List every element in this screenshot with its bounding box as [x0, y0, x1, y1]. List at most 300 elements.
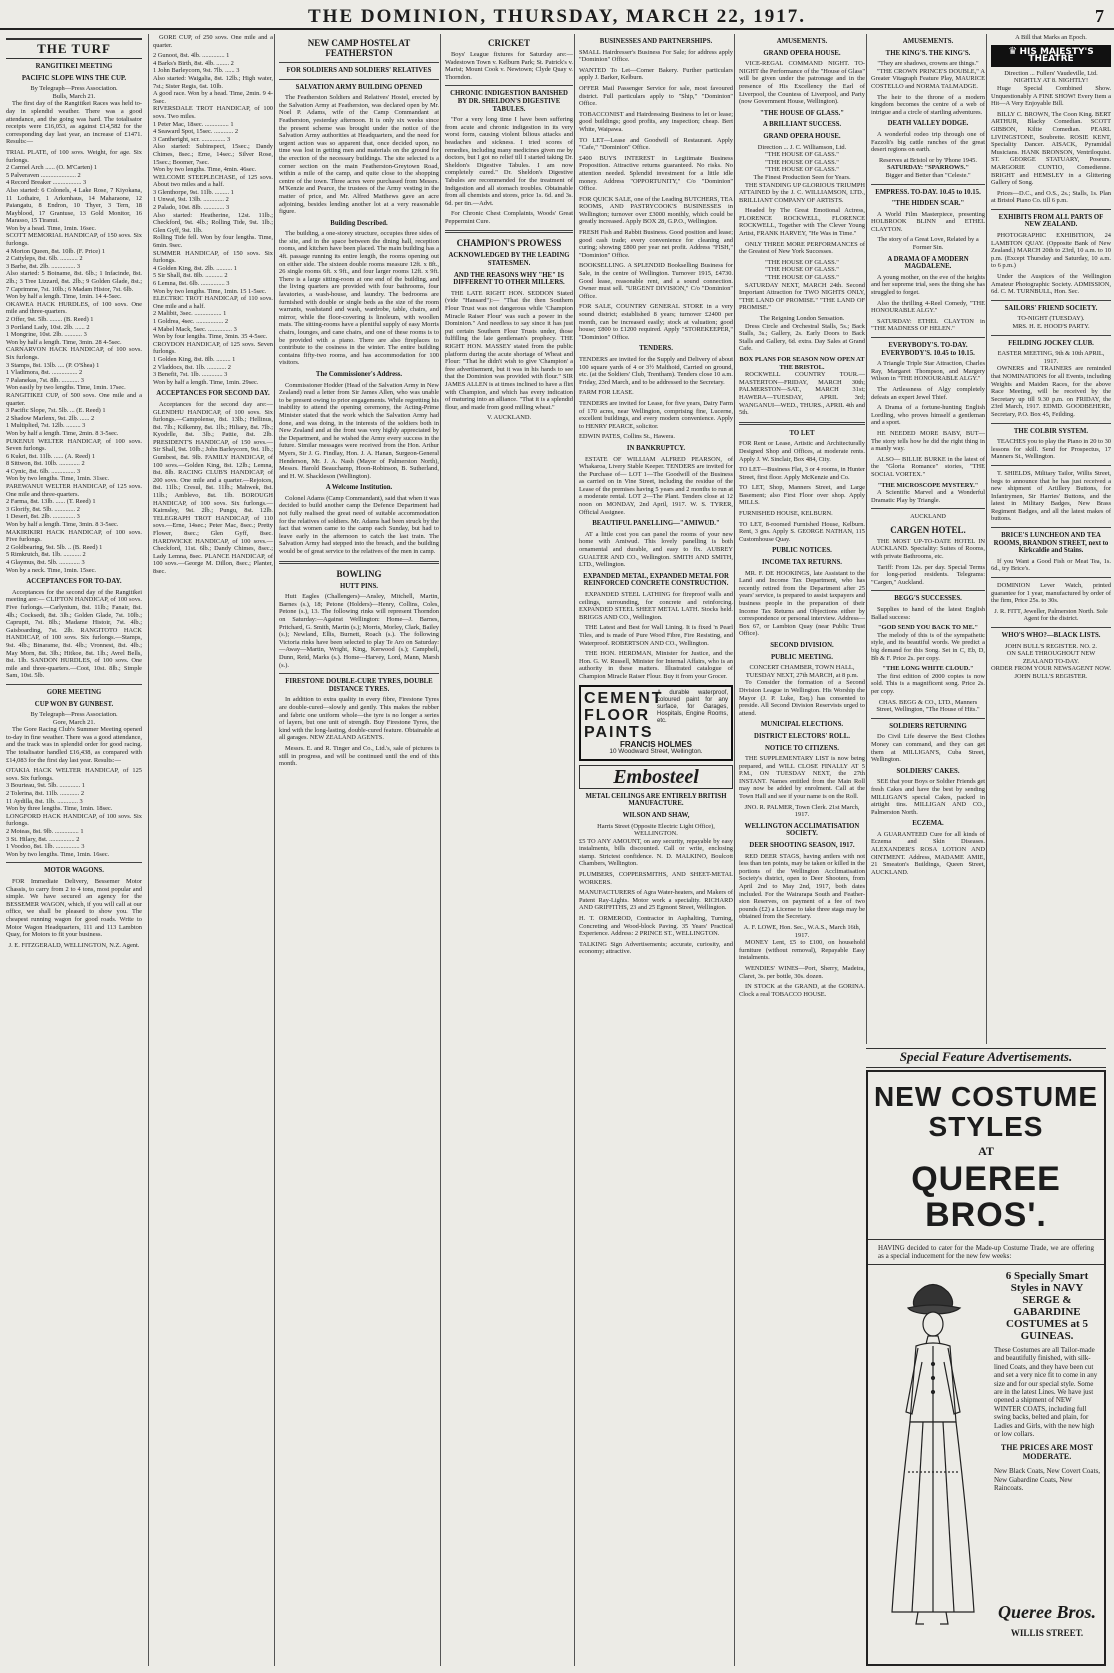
palmer-signature: JNO. R. PALMER, Town Clerk. 21st March, 1917.: [744, 803, 860, 819]
race-result-line: OTAKIA HACK WELTER HANDICAP, of 125 sovs. Six furlongs.: [6, 767, 142, 782]
divider: [871, 508, 985, 509]
race-result-line: 3 Stamps, 8st. 13lb. .... (P. O'Shea) 1: [6, 361, 100, 369]
shields-text: T. SHIELDS, Military Tailor, Willis Street, begs to announce that he has just received a new shipment of Artillery Buttons, for Infantrymen, Sir Harries' Buttons, and the latest in Military Badges, New Brass Regiment Badges, and all the latest makes of buttons.: [991, 469, 1111, 523]
race-result-line: SCOTT MEMORIAL HANDICAP, of 150 sovs. Six furlongs.: [6, 232, 142, 248]
classified-ad: £5 TO ANY AMOUNT, on any security, repayable by easy instalments, bills discounted. Call or write, enclosing stamp. Strictest confidence. N. D. MALKINO, Boulcott Chambers, Wellington.: [579, 837, 733, 868]
queree-prices: THE PRICES ARE MOST MODERATE.: [1000, 1443, 1094, 1461]
tonight-line: TO-NIGHT (TUESDAY).: [1017, 315, 1085, 323]
deer-season-title: DEER SHOOTING SEASON, 1917.: [749, 842, 855, 850]
race-result-line: 5 Rimkrutch, 8st. 1lb. ........... 2: [6, 551, 86, 559]
race-result-line: Won by three lengths. Time, 1min. 18sec.: [6, 805, 113, 813]
majesty-prices: Prices—D.C., and O.S., 2s.; Stalls, 1s. Plan at Bristol Piano Co. till 6 p.m.: [991, 189, 1111, 205]
race-result-line: 4 Barks's Birth, 8st. 4lb. ........ 2: [153, 59, 234, 67]
classified-ad: £400 BUYS INTEREST in Legitimate Business Proposition. Attractive returns guaranteed. No risks. No attention needed. Splendid investment for a little idle money. Address "OPPORTUNITY," C/o "Dominion" Office.: [579, 154, 733, 193]
race-result-line: RIVERSDALE TROT HANDICAP, of 100 sovs. Two miles.: [153, 105, 273, 120]
race-result-line: 2 Farma, 8st. 13lb. ...... (T. Reed) 1: [6, 498, 96, 506]
hostel-body-4: Colonel Adams (Camp Commandant), said that when it was decided to build another camp the Defence Department had not fully realised the great need of suitable accommodation for the relatives of soldiers. Mr. Adams had been struck by the fact that women came to the camp each Sunday, but had to leave early in the afternoon to catch the last train. The Salvation Army had stepped into the breach, and the building would be of great service to the relatives of the men in camp.: [279, 494, 439, 556]
divider: [279, 561, 439, 564]
begg-firm: CHAS. BEGG & CO., LTD., Manners Street, Wellington, "The House of Hits.": [876, 698, 980, 714]
income-tax-text: MR. F. DE HOOKINGS, late Assistant to the Land and Income Tax Department, who has recently retired from the Department after 25 years' service, is prepared to assist taxpayers and business people in the preparation of their Income Tax Returns and Objections either by correspondence or personal interview. Address—Box 67, or Lambton Quay (near Public Trust Office).: [739, 569, 865, 638]
race-result-line: 2 Moteas, 8st. 9lb. ............... 1: [6, 828, 84, 835]
race-result-line: Won by half a length. Time, 1min. 29sec.: [153, 378, 259, 386]
bankruptcy-title: IN BANKRUPTCY.: [626, 444, 686, 452]
hidden-scar-text: A World Film Masterpiece, presenting HOLBROOK BLINN and ETHEL CLAYTON.: [871, 210, 985, 233]
race-result-line: 3 Cantheright, scr. ............... 3: [153, 135, 231, 143]
brices-title: BRICE'S LUNCHEON AND TEA ROOMS, BRANDON STREET, next to Kirkcaldie and Stains.: [993, 532, 1109, 555]
column-businesses: [574, 34, 737, 1666]
divider: [991, 465, 1111, 466]
race-result-line: 3 Benefit, 7st. 1lb. ............. 3: [153, 371, 228, 379]
on-sale-line: ON SALE THROUGHOUT NEW ZEALAND TO-DAY.: [1006, 650, 1096, 665]
cricket-intro: Boys' League fixtures for Saturday are:—Wadestown Town v. Kelburn Park; St. Patrick's v. Marist; Mount Cook v. Newtown; Clyde Quay v. Thorndon.: [445, 51, 573, 81]
colbir-title: THE COLBIR SYSTEM.: [1013, 427, 1089, 435]
fortune-hunting: A Drama of a fortune-hunting English Lordling, who proves himself a gentleman and a sport.: [871, 404, 985, 427]
bowling-title: BOWLING: [336, 568, 382, 579]
race-result-line: 2 Vladdocs, 8st. 1lb. ............ 2: [153, 363, 231, 371]
race-result-line: 2 Palado, 10st. 8lb. ............. 3: [153, 204, 230, 212]
champion-body: THE LATE RIGHT HON. SEDDON Stated (vide "Hansard"):— "That the then Southern Flour Trust was not dangerous while 'Champion Miracle Raiser Flour' was such a power in the Dominion." And needless to say since it has just put certain Southern Flour Trusts under, those fulfilling the late gentleman's prophecy. THE RIGHT HON. MASSEY stated from the public platform during the acute shortage of Wheat and Flour: "That he didn't wish to give 'Champion' a free advertisement, but it was in his hands to see that the Dominion was provided with flour." SIR JAMES ALLEN is at times inclined to have a flirt with Champion, and which has every indication of maturing into an alliance. "That it is a splendid flour, and made from good milling wheat.": [445, 289, 573, 411]
col7-amusements-title: AMUSEMENTS.: [902, 38, 954, 45]
masthead-title: THE DOMINION, THURSDAY, MARCH 22, 1917.: [308, 6, 806, 27]
race-result-line: OKAWEA HACK HURDLES, of 100 sovs. One mile and three-quarters.: [6, 300, 142, 316]
race-result-line: MAKIRIKIRI HACK HANDICAP, of 100 sovs. Five furlongs.: [6, 528, 142, 544]
colbir-text: TEACHES you to play the Piano in 20 to 30 lessons for skill. Send for Prospectus, 17 Manners St., Wellington.: [991, 438, 1111, 461]
turf-acceptances-text: Acceptances for the second day of the Rangitikei meeting are:— CLIFTON HANDICAP, of 100 sovs. Five furlongs.—Carlynium, 8st. 11lb.; Fanair, 8st. 4lb.; Cocksedi, 8st. 3lb.; Golden Glade, 7st. 10lb.; Capruptt, 7st. 8lb.; Madame Histoir, 7st. 4lb.; Gaisboarding, 7st. 2lb. RANGITOTO HACK HANDICAP, of 100 sovs. Six furlongs.—Stamps, 9st. 4lb.; Binarame, 8st. 4lb.; Vronnest, 8st. 4lb.; May Morn, 8st. 3lb.; Hitkoe, 8st. 1lb.; Avrel Bells, 8st. 1lb. SANDON HURDLES, of 100 sovs. One mile and three-quarters.—Coot, 10st. 8lb.; Simple Sam, 10st. 5lb.: [6, 588, 142, 680]
cement-side-text: A durable waterproof, coloured paint for any surface, for Garages, Hospitals, Engine Rooms, etc.: [657, 689, 728, 724]
queree-styles: 6 Specially Smart Styles in NAVY SERGE & GABARDINE COSTUMES at 5 GUINEAS.: [1005, 1270, 1089, 1342]
race-result-line: Won by half a length. Time, 1min. 14 4-5sec.: [6, 293, 122, 301]
champion-signature: V. AUCKLAND.: [486, 414, 532, 422]
box-plans: BOX PLANS FOR SEASON NOW OPEN AT THE BRISTOL.: [739, 355, 865, 371]
beggs-title: BEGG'S SUCCESSES.: [894, 595, 962, 603]
scientific-marvel: A Scientific Marvel and a Wonderful Dramatic Play by Triangle.: [871, 489, 985, 504]
race-result-line: 2 Cattyleps, 8st. 6lb. ........... 2: [6, 255, 83, 263]
race-result-line: 4 Glaymus, 8st. 5lb. ............. 3: [6, 559, 85, 566]
tender-notice: FARM FOR LEASE.: [579, 389, 634, 397]
classified-ad: TOBACCONIST and Hairdressing Business to let or lease; good buildings; good profits, any inspection; cheap. Bert White, Waipawa.: [579, 110, 733, 133]
race-result-line: 1 John Barleycorn, 9st. 7lb. ...... 3: [153, 67, 240, 75]
to-let-ad: FOR Rent or Lease, Artistic and Architecturally Designed Shop and Offices, at moderate rents. Apply J. W. Sinclair, Box 484, City.: [739, 440, 865, 463]
acclimatisation-signature: A. F. LOWE, Hon. Sec., W.A.S., March 16th, 1917.: [743, 923, 861, 939]
to-let-ad: FURNISHED HOUSE, KELBURN.: [739, 510, 833, 518]
queree-brand: QUEREE BROS'.: [911, 1160, 1061, 1234]
to-let-title: TO LET: [789, 429, 815, 437]
race-result-line: 5 Sir Shall, 8st. 8lb. ........... 2: [153, 272, 228, 280]
queree-intro: HAVING decided to cater for the Made-up Costume Trade, we are offering as a special inducement for the new few weeks:: [868, 1239, 1104, 1265]
classified-ad: WANTED To Let—Corner Bakery. Further particulars apply J. Barker, Kelburn.: [579, 66, 733, 82]
death-valley: DEATH VALLEY DODGE.: [887, 120, 969, 128]
race-result-line: TRIAL PLATE, of 100 sovs. Weight, for age. Six furlongs.: [6, 148, 142, 164]
race-result-line: Won by two lengths. Time, 1min. 31sec.: [6, 475, 110, 483]
hidden-scar-title: "THE HIDDEN SCAR.": [891, 200, 965, 208]
embosteel-firm: WILSON AND SHAW,: [622, 811, 690, 819]
race-result-line: 3 Portland Lady, 10st. 2lb. ...... 2: [6, 323, 90, 331]
algy-text: The Artlessness of Algy completely defeats an expert Jewel Thief.: [871, 385, 985, 401]
hostel-body-2: The building, a one-storey structure, occupies three sides of the site, and in the space between the dining hall, reception rooms, and kitchen have been placed. The main building has a 4ft. passage running its entire length, the rooms opening out on either side. The sixteen double rooms measure 12ft. x 8ft., 26 single rooms 6ft. x 9ft., and four larger rooms 12ft. x 9ft. There is a large sitting-room at one end of the building, and the living quarters are provided with four bathrooms, four lavatories, a wash-house, and laundry. The bedrooms are furnished with double or single beds as the size of the room warrants, washstand and wash, wardrobe, table, chairs, and mirror, while the floor-covering is linoleum, with woollen mats. The sitting-rooms have a plentiful supply of easy Morris chairs, lounges, and cane chairs, and one of these rooms is to be provided with a piano. There are also fireplaces to contribute to the cosiness in the winter. The entire building contains fifty-two rooms, and has accommodation for 100 visitors.: [279, 230, 439, 367]
race-result-line: 5 Palveraven ...................... 2: [6, 171, 81, 179]
amusements-title: AMUSEMENTS.: [776, 38, 828, 45]
race-result-line: 4 Record Breaker .................. 3: [6, 179, 87, 187]
gore-byline: By Telegraph—Press Association.: [30, 711, 118, 719]
embosteel-address: Harris Street (Opposite Electric Light Office), WELLINGTON.: [597, 822, 715, 838]
woman-costume-illustration: [878, 1272, 988, 1632]
gore-intro: The Gore Racing Club's Summer Meeting opened to-day in fine weather. There was a good attendance, and the track was in splendid order for good racing. The totalisator handled £16,438, as compared with £14,083 for the first day last year. Results:—: [6, 726, 142, 764]
cement-company: FRANCIS HOLMES: [620, 739, 692, 749]
col2-acceptances-text: Acceptances for the second day are:— GLENDHU HANDICAP, of 100 sovs. Six furlongs.—Campolense, 8st. 13lb.; Hellinus, 8st. 7lb.; Kilkenny, 8st. 1lb.; Hiliary, 8st. 7lb.; Kyodrlle, 8st. 3lb.; Pattie, 8st. 2lb. PRESIDENT'S HANDICAP, of 150 sovs.—Sir Shall, 9st. 10lb.; John Barleycorn, 9st. 1lb.; Gumbest, 8st. 9lb. FAMILY HANDICAP, of 100 sovs.—Golden King, 8st. 12lb.; Lemna, 8st. 8lb. RACING CLUB'S HANDICAP, of 200 sovs. One mile and a quarter.—Rejoices, 8st. 11lb.; Cresul, 8st. 11lb.; Mahwek, 8st. 11lb.; Amblevo, 8st. 1lb. BOROUGH HANDICAP, of 100 sovs. Six furlongs.—Kairnsley, 9st. 2lb.; Pungu, 8st. 12lb. TELEGRAPH TROT HANDICAP, of 110 sovs.—Erne, 14sec.; Peter Mac, 8sec.; Pretty Flower, 8sec.; Glen Gyff, 8sec. HARDWICKE HANDICAP, of 100 sovs.—Checkford, 11st. 6lb.; Dandy Chimes, 8sec.; Lady Lemna, 8sec. PLANCE HANDICAP, of 100 sovs.—George M. Dillon, 8sec.; Planter, 8sec.: [153, 400, 273, 575]
divider: [739, 422, 865, 425]
race-result-line: RANGITIKEI CUP, of 500 sovs. One mile and a quarter.: [6, 391, 142, 407]
race-result-line: Rolling Tide fell. Won by four lengths. Time, 6min. 9sec.: [153, 234, 273, 250]
death-valley-text: A wonderful rodeo trip through one of Fazzoli's big cattle ranches of the great desert regions on earth.: [871, 130, 985, 154]
gore-cup-title: GORE CUP, of 250 sovs. One mile and a quarter.: [153, 34, 273, 49]
classified-ad: OFFER Mail Passenger Service for sale, most favoured district. Full particulars apply to "Ship," "Dominion" Office.: [579, 84, 733, 108]
huge-show: Huge Special Combined Show. Unquestionably A FINE SHOW! Every Item a Hit—A Very Enjoyable Bill.: [991, 84, 1111, 108]
col2-results-list: [153, 52, 273, 386]
tender-notice: TENDERS are invited for Lease, for five years, Dairy Farm of 170 acres, near Wellington, comprising fine, Lucerne, excellent buildings, and every modern convenience. Apply to HENRY PEARCE, solicitor.: [579, 399, 733, 430]
empress-title: EMPRESS. TO-DAY. 10.45 to 10.15.: [875, 188, 981, 196]
public-notices-title: PUBLIC NOTICES.: [772, 547, 832, 555]
house-of-glass-line: "THE HOUSE OF GLASS.": [765, 274, 839, 282]
photographic-text: PHOTOGRAPHIC EXHIBITION, 24 LAMBTON QUAY. (Opposite Bank of New Zealand.) MARCH 20th to 23rd, 10 a.m. to 10 p.m. (Except Thursday and Saturday, 10 a.m. to 6 p.m.): [991, 232, 1111, 270]
headed-by: Headed by The Great Emotional Actress, FLORENCE ROCKWELL, FLORENCE ROCKWELL, Together with The Clever Young Artist, FRANK HARVEY, "He Was in Time.": [739, 207, 865, 238]
gore-results-list: [6, 767, 142, 858]
whos-who-title: WHO'S WHO?—BLACK LISTS.: [1001, 632, 1101, 639]
race-result-line: 3 Glenthorpe, 9st. 11lb. ......... 1: [153, 188, 234, 196]
long-white-cloud: "THE LONG WHITE CLOUD.": [882, 665, 974, 673]
money-lent: MONEY Lent, £5 to £100, on household furniture (without removal), Repayable Easy instalments.: [739, 939, 865, 962]
race-result-line: 3 Pacific Slope, 7st. 5lb. ... (E. Reed) 1: [6, 407, 106, 415]
saturday-sparrows: SATURDAY: "SPARROWS.": [886, 164, 970, 172]
divider: [6, 862, 142, 863]
hostel-subtitle-2: SALVATION ARMY BUILDING OPENED: [295, 83, 423, 91]
race-result-line: 2 Shadow Marlenx, 9st. 2lb. ...... 2: [6, 414, 95, 422]
gore-subhead: CUP WON BY GUNBEST.: [34, 700, 114, 708]
queree-bros-advertisement: [866, 1070, 1106, 1666]
kings-text-2: The heir to the throne of a modern kingdom becomes the centre of a web of intrigue and a circle of startling adventures.: [871, 93, 985, 116]
race-result-line: 2 Carmel Arch ...... (O. M'Carten) 1: [6, 164, 98, 172]
hostel-subtitle: FOR SOLDIERS AND SOLDIERS' RELATIVES: [286, 67, 432, 74]
divider: [871, 718, 985, 719]
race-result-line: SUMMER HANDICAP, of 150 sovs. Six furlongs.: [153, 249, 273, 265]
concert-text: To Consider the formation of a Second Division League in Wellington. His Worship the Mayor (J. P. Luke, Esq.) has consented to preside. All Second Division Reservists urged to attend.: [739, 679, 865, 717]
tender-notice: EDWIN PATES, Collins St., Hawera.: [579, 433, 675, 441]
stomach-note: For Chronic Chest Complaints, Woods' Great Peppermint Cure.: [445, 210, 573, 225]
race-result-line: Won by half a length. Time, 3min. 28 4-5sec.: [6, 338, 122, 346]
motor-wagons-title: MOTOR WAGONS.: [44, 867, 104, 875]
amiwud-text: AT a little cost you can panel the rooms of your new home with Amiwud. This lovely panelling is both ornamental and durable, and easy to fix. AUBREY GUALTER AND CO., Wellington. SMITH AND SMITH, LTD., Wellington.: [579, 530, 733, 569]
turf-acceptances-title: ACCEPTANCES FOR TO-DAY.: [26, 578, 122, 586]
firestone-title: FIRESTONE DOUBLE-CURE TYRES, DOUBLE DISTANCE TYRES.: [285, 678, 433, 693]
race-result-line: 1 Vladimora, 8st. ................ 2: [6, 369, 83, 377]
race-result-line: Won easily by two lengths. Time, 1min. 17sec.: [6, 384, 126, 392]
divider: [871, 590, 985, 591]
race-result-line: 3 St. Hilary, 8st. ................ 2: [6, 835, 80, 843]
column-amusements-2: [866, 34, 989, 1044]
special-feature-banner: Special Feature Advertisements.: [866, 1048, 1106, 1068]
finest-production: The Finest Production Seen for Years.: [753, 173, 851, 181]
public-meeting-title: PUBLIC MEETING.: [771, 653, 833, 661]
column-hostel: [274, 34, 443, 1666]
motor-wagons-signature: J. E. FITZGERALD, WELLINGTON, N.Z. Agent.: [8, 941, 140, 949]
firestone-footer: Messrs. E. and R. Tinger and Co., Ltd.'s, sale of pictures is still in progress, and will be continued until the end of this month.: [279, 744, 439, 768]
billie-burke: ALSO— BILLIE BURKE in the latest of the "Gloria Romance" stories, "THE SOCIAL VORTEX.": [871, 455, 985, 478]
income-tax-title: INCOME TAX RETURNS.: [762, 559, 842, 567]
firestone-text: In addition to extra quality in every fibre, Firestone Tyres are double-cured—slowly and gently. This makes the rubber and fabric one uniform whole—the tyre is no longer a series of layers, but one unit of strength. Buy Firestone Tyres, the kind with the long-lasting, double-cured feature. Obtainable at all garages. NEW ZEALAND AGENTS.: [279, 696, 439, 742]
divider: [445, 230, 573, 233]
race-result-line: A good race. Won by a head. Time, 2min. 9 4-5sec.: [153, 90, 273, 105]
race-result-line: Also started: Subinspect, 15sec.; Dandy Chimes, 8sec.; Erne, 14sec.; Silver Rose, 15sec.; Boomer, 7sec.: [153, 143, 273, 166]
masthead: [0, 0, 1114, 30]
paints-word: PAINTS: [584, 723, 654, 741]
exhibits-title: EXHIBITS FROM ALL PARTS OF NEW ZEALAND.: [998, 213, 1104, 229]
second-division-title: SECOND DIVISION.: [770, 641, 834, 649]
saturday-next: SATURDAY NEXT, MARCH 24th. Second Important Attraction for TWO NIGHTS ONLY, "THE LAND OF PROMISE." "THE LAND OF PROMISE.": [739, 281, 865, 312]
hostel-welcome-head: A Welcome Institution.: [325, 484, 393, 492]
soldiers-text: Do Civil Life deserve the Best Clothes Money can command, and they can get them at MILLIGAN'S, Cuba Street, Wellington.: [871, 733, 985, 764]
column-cricket: [440, 34, 577, 1666]
his-majestys-title: HIS MAJESTY'S THEATRE: [1019, 46, 1094, 65]
house-of-glass-repeat: [739, 259, 865, 282]
divider: [991, 627, 1111, 628]
hostel-commissioner-head: The Commissioner's Address.: [315, 370, 403, 378]
grand-opera-text: VICE-REGAL COMMAND NIGHT. TO-NIGHT the Performance of the "House of Glass" will be given under the patronage and in the presence of His Excellency the Earl of Liverpool, the Countess of Liverpool, and Party (now Government House, Wellington).: [739, 60, 865, 106]
to-let-ad: TO LET, 8-roomed Furnished House, Kelburn. Rent, 3 gns. Apply S. GEORGE NATHAN, 115 Customhouse Quay.: [739, 520, 865, 543]
majesty-direction: Direction ... Fullers' Vaudeville, Ltd. NIGHTLY AT 8. NIGHTLY!: [1004, 69, 1098, 85]
race-result-line: 1 Voodoo, 8st. 1lb. ............... 3: [6, 843, 85, 851]
to-let-list: [739, 440, 865, 543]
divider: [445, 85, 573, 86]
race-result-line: 1 Desert, 8st. 2lb. .............. 3: [6, 513, 80, 521]
glorious-triumph: THE STANDING UP GLORIOUS TRIUMPH ATTAINED by the J. C. WILLIAMSON, LTD., BRILLIANT COMPANY OF ARTISTS.: [739, 181, 865, 204]
divider: [279, 673, 439, 674]
race-result-line: 6 Kukri, 8st. 11lb. ...... (A. Reed) 1: [6, 452, 96, 460]
divider: [991, 335, 1111, 336]
queree-street: WILLIS STREET.: [1010, 1628, 1084, 1638]
his-majestys-logo: [991, 45, 1111, 67]
race-result-line: 7 Palanekas, 7st. 8lb. ........... 3: [6, 376, 84, 384]
cement-floor-paints-ad: [579, 685, 733, 761]
acts-list: BILLY C. BROWN, The Coon King. BERT ARTHUR, Blacky Comedian. SCOTT GIBBON, Kiltie Comedian. PEARL LIVINGSTONE, Soubrette. ROSIE KENT, Speciality Dancer. AISACK, Pyramidal Musicians. HANK BRONSON, Ventriloquist. ST. GEORGE STATUARY, Poseurs. MARGORIE CUNTIO, Comedienne. BRIGHT and HEMSLEY in a Glittering Gallery of Song.: [991, 110, 1111, 187]
kings-title: THE KING'S. THE KING'S.: [885, 49, 971, 57]
deer-text: RED DEER STAGS, having antlers with not less than ten points, may be taken or killed in the portions of the Wellington Acclimatisation Society's district, open to Deer Shooters, from April 2nd to May 2nd, 1917, both dates included. For the Wairarapa South and Feather-ston Reserves, on payment of a fee of two pounds (£2) a License to take three stags may be obtained from the Secretary.: [739, 852, 865, 921]
bankruptcy-text: ESTATE OF WILLIAM ALFRED PEARSON, of Whakaroa, Livery Stable Keeper. TENDERS are invited for the Purchase of— LOT 1—The Goodwill of the Business as carried on in Vine Street, including the residue of the Lease of the premises having 5 years and 2 months to run at a moderate rental. LOT 2—The Plant. Tenders close at 12 noon on MONDAY, 2nd April, 1917. W. S. TYRER, Official Assignee.: [579, 455, 733, 516]
race-result-line: Won by two lengths. Time, 4min. 46sec.: [153, 166, 257, 174]
gore-dateline: Gore, March 21.: [52, 718, 96, 726]
grand-opera-title: GRAND OPERA HOUSE.: [763, 49, 841, 57]
race-result-line: Won by four lengths. Time, 3min. 35 4-5sec.: [153, 333, 268, 341]
race-result-line: 1 Goldrea, 4sec. ................. 2: [153, 317, 229, 325]
race-result-line: 2 Malibit, 3sec. ................. 1: [153, 310, 227, 318]
house-of-glass-list: [739, 151, 865, 174]
classified-ad: H. T. ORMEROD, Contractor in Asphalting, Turning, Concreting and Wood-block Paving. 35 Years' Practical Experience. Address: 2 PRINCE ST., WELLINGTON.: [579, 915, 733, 938]
expanded-metal-title: EXPANDED METAL, EXPANDED METAL FOR REINFORCED CONCRETE CONSTRUCTION.: [583, 572, 729, 588]
mrs-hood-party: MRS. H. E. HOOD'S PARTY.: [1012, 323, 1090, 330]
queree-logo: Queree Bros.: [998, 1602, 1096, 1622]
triangle-text: A Triangle Triple Star Attraction, Charles Ray, Margaret Thompson, and Margery Wilson in "THE HONOURABLE ALGY.": [871, 360, 985, 383]
race-result-line: Won by two lengths. Time, 1min. 15 1-5sec.: [153, 287, 267, 295]
house-of-glass-line: "THE HOUSE OF GLASS.": [765, 151, 839, 159]
cricket-title: CRICKET: [487, 38, 530, 48]
race-result-line: 3 Glorify, 8st. 5lb. ............. 2: [6, 505, 80, 513]
crown-prince: "THE CROWN PRINCE'S DOUBLE," A Greater Vitagraph Feature Play, MAURICE COSTELLO and NORMA TALMADGE.: [871, 67, 985, 90]
race-result-line: 11 Aydilla, 8st. 1lb. ............. 3: [6, 797, 83, 805]
divider: [871, 184, 985, 185]
bowling-subhead: HUTT PINS.: [339, 582, 379, 590]
house-of-glass-line: "THE HOUSE OF GLASS.": [765, 166, 839, 174]
classified-ad: MANUFACTURERS of Agra Water-heaters, and Makers of Patent Ray-Lights. Motor work a speciality. RICHARD AND GRIFFITHS, 23 and 25 Egmont Street, Wellington.: [579, 889, 733, 912]
race-result-line: 4 Golden King, 8st. 2lb. .......... 1: [153, 264, 237, 272]
race-result-line: Won by a head. Time, 1min. 16sec.: [6, 224, 97, 232]
race-result-line: Won by half a length. Time, 3min. 8 3-5sec.: [6, 521, 119, 529]
hostel-building-head: Building Described.: [330, 219, 388, 227]
race-result-line: 2 Gunoot, 8st. 4lb. .............. 1: [153, 52, 230, 60]
magdalene-text: A young mother, on the eve of the heights and her supreme trial, sees the thing she has struggled to forget.: [871, 273, 985, 297]
song-title: "GOD SEND YOU BACK TO ME.": [877, 624, 978, 632]
divider: [991, 300, 1111, 301]
queree-headline: NEW COSTUME STYLES: [873, 1081, 1099, 1142]
hostel-body-3: Commissioner Hodder (Head of the Salvation Army in New Zealand) read a letter from Sir James Allen, who was unable to be present owing to prior engagements. While regretting his inability to attend the opening ceremony, the Acting-Prime Minister stated that the work which the Salvation Army had done, and was doing, in the interests of the soldiers both in New Zealand and at the front was very highly appreciated by the Department, and he wished the Army every success in the future. Similar messages were received from the Hon. Arthur Myers, Sir J. G. Findlay, Hon. J. A. Hanan, Surgeon-General Henderson, Mr. J. A. Nash (Mayor of Palmerston North), Messrs. Harold Beauchamp, Hoon-Robinson, B. Sutherland, and H. W. Shackleson (Wellington).: [279, 381, 439, 480]
classified-ad: TO LET—Lease and Goodwill of Restaurant. Apply "Cafe," "Dominion" Office.: [579, 136, 733, 152]
long-white-text: The first edition of 2000 copies is now sold. This is a magnificent song. Price 2s. per copy.: [871, 672, 985, 695]
house-of-glass-title: "THE HOUSE OF GLASS.": [760, 109, 844, 117]
herdman-text: THE HON. HERDMAN, Minister for Justice, and the Hon. G. W. Russell, Minister for Internal Affairs, who is an authority in these matters. Illustrated catalogue of Champion Miracle Raiser Flour. Buy it from your Grocer.: [579, 650, 733, 680]
race-result-line: 2 Offer, 9st. 5lb. ........ (B. Reed) 1: [6, 316, 94, 323]
wall-lining-text: THE Latest and Best for Wall Lining. It is fixed 'n Pearl Tiles, and is made of Pure Wood Fibre, Fire Resisting, and Waterproof. ROBERTSON AND CO., Wellington.: [579, 624, 733, 647]
queree-description-2: New Black Coats, New Covert Coats, New Gabardine Coats, New Raincoats.: [994, 1467, 1100, 1493]
race-result-line: Also started: 6 Colonels, 4 Lake Rose, 7 Kiyokana, 11 Lothaire, 1 Arkenhaus, 14 Maharaone, 12 Paiangatu, 8 Endron, 10 Thyer, 3 Tern, 18 Mayblood, 17 Grantuse, 13 Gold Monitor, 16 Marasso, 15 Tiranui.: [6, 186, 142, 225]
concert-chamber: CONCERT CHAMBER, TOWN HALL, TUESDAY NEXT, 27th MARCH, at 8 p.m.: [745, 664, 859, 679]
brices-text: If you Want a Good Fish or Meat Tea, 1s. 6d., try Brice's.: [991, 557, 1111, 573]
queree-description: These Costumes are all Tailor-made and beautifully finished, with silk-lined Coats, and they have been cut and set a very nice fit to come in any size and for our special style. Some are in the latest Lines. We have just opened a shipment of NEW WINTER COATS, including full swing backs, belted and plain, for Ladies and Girls, with the new high or low collars.: [994, 1346, 1098, 1439]
race-result-line: Also started: Waigalia, 8st. 12lb.; High water, 7st.; Sister Regis, 6st. 10lb.: [153, 74, 273, 90]
divider: [991, 527, 1111, 528]
classified-ad: FOR SALE, COUNTRY GENERAL STORE in a very sound district; established 8 years; turnover £2400 per month, can be increased easily; stock at valuation; good house; £800 to £1200 required. Apply "STOREKEEPER," "Dominion" Office.: [579, 303, 733, 341]
race-result-line: Won by two lengths. Time, 1min. 16sec.: [6, 850, 110, 858]
order-line: ORDER FROM YOUR NEWSAGENT NOW. JOHN BULL'S REGISTER.: [991, 665, 1111, 680]
owners-text: OWNERS and TRAINERS are reminded that NOMINATIONS for all Events, including Weights and Maiden Races, for the above Race Meeting, will be received by the Secretary up till 9.30 p.m. on FRIDAY, the 23rd March, 1917. EDMD. GOODBEHERE, Secretary, P.O. Box 45, Feilding.: [991, 365, 1111, 418]
queree-at: AT: [978, 1144, 994, 1158]
embosteel-list: [579, 838, 733, 956]
champion-title: CHAMPION'S PROWESS: [456, 238, 562, 249]
race-result-line: CARNARVON HACK HANDICAP, of 100 sovs. Six furlongs.: [6, 346, 142, 361]
race-result-line: 8 Sittwon, 8st. 10lb. ............. 2: [6, 460, 85, 468]
hostel-title: NEW CAMP HOSTEL AT FEATHERSTON: [307, 38, 411, 58]
saturday-clayton: SATURDAY: ETHEL CLAYTON in "THE MADNESS OF HELEN.": [871, 317, 985, 333]
keystone-text: HE NEEDED MORE BABY, BUT— The story tells how he did the right thing in a manly way.: [871, 429, 985, 453]
divider: [871, 337, 985, 338]
john-bull-register: JOHN BULL'S REGISTER. NO. 2.: [1005, 642, 1097, 650]
race-result-line: Also started: Heatherine, 12st. 11lb.; Checkford, 9st. 4lb.; Rolling Tide, 9st. 1lb.; Glen Gyff, 9st. 1lb.: [153, 211, 273, 234]
modern-magdalene: A DRAMA OF A MODERN MAGDALENE.: [887, 255, 969, 271]
race-result-line: Won by a neck. Time, 1min. 15sec.: [6, 566, 97, 574]
page-number: 7: [1095, 6, 1104, 26]
divider: [991, 577, 1111, 578]
fitt-jeweller: J. R. FITT, Jeweller, Palmerston North. Sole Agent for the district.: [994, 607, 1108, 623]
district-roll: DISTRICT ELECTORS' ROLL.: [754, 732, 850, 740]
classified-ad: PLUMBERS, COPPERSMITHS, AND SHEET-METAL WORKERS.: [579, 871, 733, 886]
microscope-mystery: "THE MICROSCOPE MYSTERY.": [877, 481, 979, 489]
col2-acceptances-title: ACCEPTANCES FOR SECOND DAY.: [156, 390, 270, 398]
house-of-glass-line: "THE HOUSE OF GLASS.": [765, 258, 839, 266]
turf-byline: By Telegraph—Press Association.: [30, 85, 118, 93]
column-theatre: [986, 34, 1114, 1044]
race-result-line: 3 Bourteau, 9st. 5lb. ............. 1: [6, 782, 85, 790]
floor-word: FLOOR: [584, 706, 650, 724]
turf-section-title: THE TURF: [6, 38, 142, 59]
cargen-text-2: Tariff: From 12s. per day. Special Terms for long-period residents. Telegrams: "Cargen," Auckland.: [871, 563, 985, 586]
race-result-line: 4 Mabel Mack, 5sec. ............... 3: [153, 325, 237, 333]
notice-citizens: NOTICE TO CITIZENS.: [765, 744, 839, 752]
tenders-list: [579, 356, 733, 441]
race-result-line: WELCOME STEEPLECHASE, of 125 sovs. About two miles and a half.: [153, 173, 273, 189]
acclimatisation-title: WELLINGTON ACCLIMATISATION SOCIETY.: [744, 822, 860, 838]
cargen-city: AUCKLAND: [910, 513, 946, 521]
dress-circle-prices: Dress Circle and Orchestral Stalls, 5s.; Back Stalls, 3s.; Gallery, 2s. Early Doors to Back Stalls and Gallery, 6d. extra. Day Sales at Grand Cafe.: [739, 322, 865, 353]
race-result-line: Won by half a length. Time, 2min. 8 3-5sec.: [6, 429, 119, 437]
house-of-glass-line: "THE HOUSE OF GLASS.": [765, 158, 839, 166]
tenders-title: TENDERS.: [639, 345, 673, 353]
column-amusements: [734, 34, 869, 1666]
reserves-line: Reserves at Bristol or by 'Phone 1945.: [879, 156, 977, 164]
notice-text: THE SUPPLEMENTARY LIST is now being prepared, and WILL CLOSE FINALLY AT 5 P.M., ON TUESDAY NEXT, the 27th INSTANT. Names entitled from the Main Roll may now be added by enrolment. Call at the Town Hall and see if your name is on the Roll.: [739, 755, 865, 801]
classified-ad: FOR QUICK SALE, one of the Leading BUTCHERS, TEA ROOMS, AND PASTRYCOOK'S BUSINESSES in Wellington; turnover over £3000 monthly, which could be greatly increased. Apply BOX 28, G.P.O., Wellington.: [579, 195, 733, 226]
tender-notice: TENDERS are invited for the Supply and Delivery of about 100 square yards of 4 or 3½ Malthoid, Carried on ground, etc. (at the Soldiers' Club, Trentham). Tenders close 10 a.m. Friday, 23rd March, and to be addressed to the Secretary.: [579, 355, 733, 386]
race-result-line: LONGFORD HACK HANDICAP, of 100 sovs. Six furlongs.: [6, 812, 142, 828]
expanded-metal-text: EXPANDED STEEL LATHING for fireproof walls and ceilings, surrounding, for concrete and reinforcing. EXPANDED STEEL SHEET METAL LATH. Stocks held. BRIGGS AND CO., Wellington.: [579, 591, 733, 621]
crown-icon: ♛: [1008, 45, 1018, 57]
easter-meeting: EASTER MEETING, 9th & 10th APRIL, 1917.: [997, 350, 1105, 365]
cargen-text: THE MOST UP-TO-DATE HOTEL IN AUCKLAND. Speciality: Suites of Rooms, with private Bathrooms, etc.: [871, 537, 985, 561]
race-result-line: CROYDON HANDICAP, of 125 sovs. Seven furlongs.: [153, 340, 273, 356]
also-comedy: Also the thrilling 4-Reel Comedy, "THE HONOURABLE ALGY.": [871, 299, 985, 315]
race-result-line: 1 Peter Mac, 18sec. ............... 1: [153, 120, 234, 128]
house-of-glass-line: "THE HOUSE OF GLASS.": [765, 266, 839, 274]
champion-subhead-1: ACKNOWLEDGED BY THE LEADING STATESMEN.: [448, 252, 570, 268]
classified-ad: BOOKSELLING. A SPLENDID Bookselling Business for Sale, in the centre of Wellington. Turnover 1915, £4730. Good lease, reasonable rent, and a sound connection. Owner must sell. "URGENT DIVISION," C/o "Dominion" Office.: [579, 262, 733, 300]
race-result-line: 6 Lemna, 8st. 6lb. ............... 3: [153, 280, 230, 287]
bigger-better: Bigger and Better than "Celeste.": [885, 171, 971, 179]
race-result-line: 2 Tolerina, 8st. 11lb. ............ 2: [6, 790, 85, 798]
cargen-hotel-title: CARGEN HOTEL.: [890, 524, 966, 535]
turf-results-list: [6, 149, 142, 574]
race-result-line: 1 Multiplied, 7st. 12lb. ......... 3: [6, 422, 86, 430]
gore-meeting-title: GORE MEETING: [46, 688, 102, 696]
embosteel-logo: Embosteel: [579, 765, 733, 789]
divider: [279, 79, 439, 80]
business-list: [579, 49, 733, 342]
champion-subhead-2: AND THE REASONS WHY "HE" IS DIFFERENT TO OTHER MILLERS.: [453, 271, 565, 287]
classified-ad: FRESH Fish and Rabbit Business. Good position and lease; good cash trade; every convenience for cleaning and curing; showing £800 per year net profit. Address "FISH," "Dominion" Office.: [579, 229, 733, 259]
bowling-text: Hutt Eagles (Challengers)—Ansley, Mitchell, Martin, Barnes (s.), 18; Petone (Holders)—Henry, Collins, Coles, Petone (s.), 13. The following rinks will represent Thorndon on Saturday:—Against Wellington: Home—J. Barnes, Pritchard, G. Smith, Martin (s.); Morris, Morley, Clark, Bailey (s.); Newland, Ellis, Burnett, Roach (s.). The following Victoria rinks have been selected to play Te Aro on Saturday:—Away—Martin, Wright, King, Kerwood (s.); Campbell, Dunn, Reid, Marks (s.). Home—Harvey, Lord, Mann, Marsh (s.).: [279, 593, 439, 669]
eczema-title: ECZEMA.: [912, 820, 944, 828]
only-three: ONLY THREE MORE PERFORMANCES of the Greatest of New York Successes.: [739, 240, 865, 256]
race-result-line: 1 Unwai, 9st. 13lb. ............. 2: [153, 196, 229, 204]
cakes-text: SEE that your Boys or Soldier Friends get fresh Cakes and have the best by sending MILLIGAN'S special Cakes, packed in airtight tins. MILLIGAN AND CO., Palmerston North.: [871, 778, 985, 816]
race-result-line: 4 Morton Queen, 8st. 10lb. (F. Price) 1: [6, 247, 106, 255]
grand-opera-title-2: GRAND OPERA HOUSE.: [763, 132, 841, 140]
race-result-line: 1 Mongrine, 10st. 2lb. ........... 3: [6, 331, 87, 339]
cement-address: 10 Woodward Street, Wellington.: [609, 748, 703, 756]
direction-line: Direction ... J. C. Williamson, Ltd.: [757, 143, 847, 151]
embosteel-title: METAL CEILINGS ARE ENTIRELY BRITISH MANUFACTURE.: [585, 792, 727, 808]
amiwud-title: BEAUTIFUL PANELLING—"AMIWUD.": [592, 520, 720, 528]
divider: [6, 684, 142, 685]
turf-meeting-title: RANGITIKEI MEETING: [35, 63, 113, 70]
hostel-body-1: The Featherston Soldiers and Relatives' Hostel, erected by the Salvation Army at Featherston, was declared open by Mr. Noel P. Adams, wife of the Camp Commandant at Featherston, yesterday afternoon. It is only six weeks since the present scheme was brought under the notice of the Salvation Army authorities at Headquarters, and the need for urgent action was so apparent that, once decided upon, no time was lost in getting men and materials on the ground for the erection of the necessary buildings. The site selected is a corner section on the main Featherston-Greytown Road, within a mile of the camp, and quite close to the shopping centre of the town. Three acres were purchased from Messrs. M'Kenzie and Pearce, the trustees of the Army vesting in the matter of price, and Mr. Alfred Matthews gave an acre adjoining, besides lending another lot at a very reasonable figure.: [279, 94, 439, 216]
divider: [991, 209, 1111, 210]
soldiers-cakes: SOLDIERS' CAKES.: [896, 767, 960, 775]
turf-dateline: Bulls, March 21.: [52, 92, 96, 100]
